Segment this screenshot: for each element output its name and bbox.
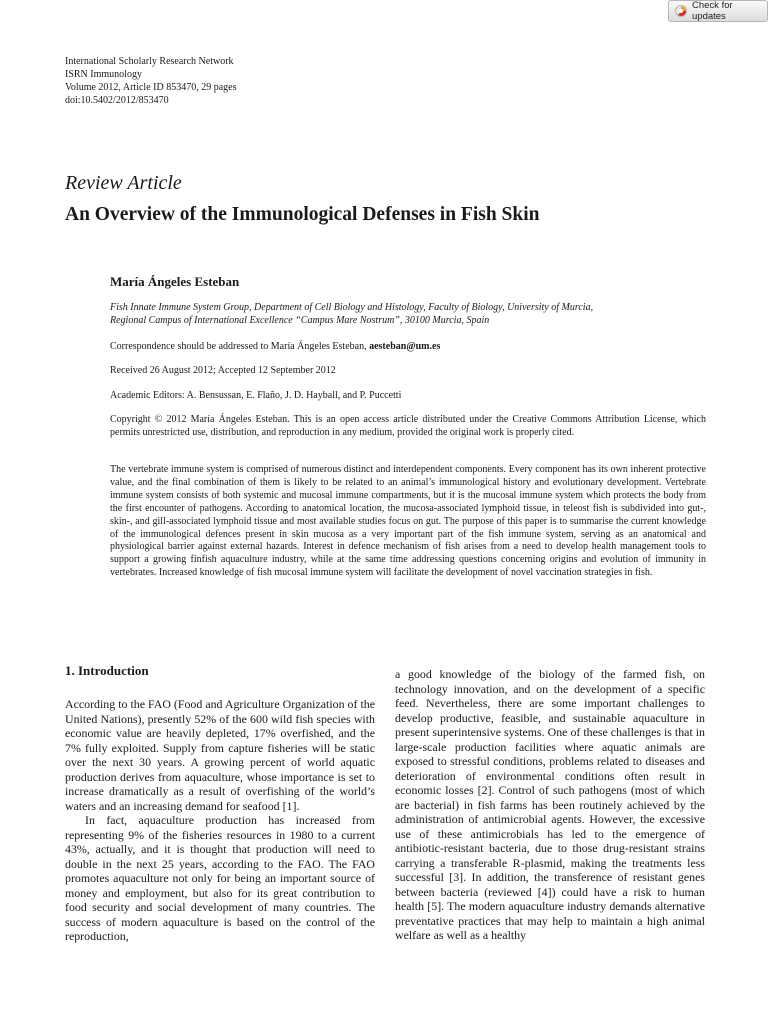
check-for-updates-button[interactable] bbox=[668, 0, 768, 22]
article-type: Review Article bbox=[65, 172, 182, 194]
affiliation-line-2: Regional Campus of International Excellence “Campus Mare Nostrum”, 30100 Murcia, Spain bbox=[110, 315, 490, 326]
journal-volume: Volume 2012, Article ID 853470, 29 pages bbox=[65, 82, 237, 93]
check-updates-icon bbox=[675, 5, 687, 17]
paragraph: In fact, aquaculture production has increased from representing 9% of the fisheries resources in 1980 to a current 43%, actually, and it is thought that production will need to double in the next 25 years, according to the FAO. The FAO promotes aquaculture not only for being an important source of money and employment, but also for its great contribution to food security and social development of many countries. The success of modern aquaculture is based on the control of the reproduction, bbox=[65, 813, 375, 943]
article-author: María Ángeles Esteban bbox=[110, 274, 240, 289]
author-affiliation bbox=[110, 301, 706, 327]
abstract: The vertebrate immune system is comprised of numerous distinct and interdependent components. Every component has its own inherent protective value, and the final combination of them is likely to be related to an animal’s immunological history and evolutionary development. Vertebrate immune system consists of both systemic and mucosal immune compartments, but it is the mucosal immune system which protects the body from the first encounter of pathogens. According to anatomical location, the mucosa-associated lymphoid tissue, in teleost fish is subdivided into gut-, skin-, and gill-associated lymphoid tissue and most available studies focus on gut. The purpose of this paper is to summarise the current knowledge of the immunological defences present in skin mucosa as a very important part of the fish immune system, serving as an anatomical and physiological barrier against external hazards. Interest in defence mechanism of fish arises from a need to develop health management tools to support a growing finfish aquaculture industry, while at the same time addressing questions concerning origins and evolution of immunity in vertebrates. Increased knowledge of fish mucosal immune system will facilitate the development of novel vaccination strategies in fish. bbox=[110, 464, 706, 579]
copyright-notice: Copyright © 2012 María Ángeles Esteban. This is an open access article distributed under the Creative Commons Attribution License, which permits unrestricted use, distribution, and reproduction in any medium, provided the original work is properly cited. bbox=[110, 414, 706, 438]
body-column-right bbox=[395, 667, 705, 943]
paragraph: According to the FAO (Food and Agriculture Organization of the United Nations), presently 52% of the 600 wild fish species with economic value are heavily depleted, 17% overfished, and the 7% fully exploited. Supply from capture fisheries will be static over the next 30 years. A growing percent of world aquatic production derives from aquaculture, whose importance is set to increase dramatically as a result of overfishing of the world’s waters and an increasing demand for seafood [1]. bbox=[65, 697, 375, 813]
section-heading-introduction: 1. Introduction bbox=[65, 663, 149, 678]
journal-network: International Scholarly Research Network bbox=[65, 56, 234, 67]
correspondence-text: Correspondence should be addressed to María Ángeles Esteban, bbox=[110, 341, 370, 352]
paragraph: a good knowledge of the biology of the farmed fish, on technology innovation, and on the development of a specific feed. Nevertheless, there are some important challenges to develop productive, feasible, and sustainable aquaculture in present superintensive systems. One of these challenges is that in large-scale production facilities where aquatic animals are exposed to stressful conditions, problems related to diseases and deterioration of environmental conditions often result in economic losses [2]. Control of such pathogens (most of which are bacterial) in fish farms has been routinely achieved by the administration of antimicrobial agents. However, the excessive use of these antimicrobials has led to the emergence of antibiotic-resistant bacteria, due to those drug-resistant strains carrying a transferable R-plasmid, making the treatments less successful [3]. In addition, the transference of resistant genes between bacteria (reviewed [4]) could have a risk to human health [5]. The modern aquaculture industry demands alternative preventative practices that may help to maintain a high animal welfare as well as a healthy bbox=[395, 667, 705, 942]
journal-header bbox=[65, 55, 236, 107]
correspondence bbox=[110, 340, 706, 353]
affiliation-line-1: Fish Innate Immune System Group, Department of Cell Biology and Histology, Faculty of Biology, University of Murcia, bbox=[110, 302, 594, 313]
body-column-left bbox=[65, 697, 375, 944]
journal-name: ISRN Immunology bbox=[65, 69, 142, 80]
correspondence-email[interactable]: aesteban@um.es bbox=[369, 341, 441, 352]
received-dates: Received 26 August 2012; Accepted 12 September 2012 bbox=[110, 365, 336, 376]
academic-editors: Academic Editors: A. Bensussan, E. Flaño, J. D. Hayball, and P. Puccetti bbox=[110, 390, 402, 401]
journal-doi: doi:10.5402/2012/853470 bbox=[65, 95, 169, 106]
check-for-updates-label: Check for updates bbox=[692, 0, 733, 22]
article-title: An Overview of the Immunological Defenses in Fish Skin bbox=[65, 204, 540, 225]
